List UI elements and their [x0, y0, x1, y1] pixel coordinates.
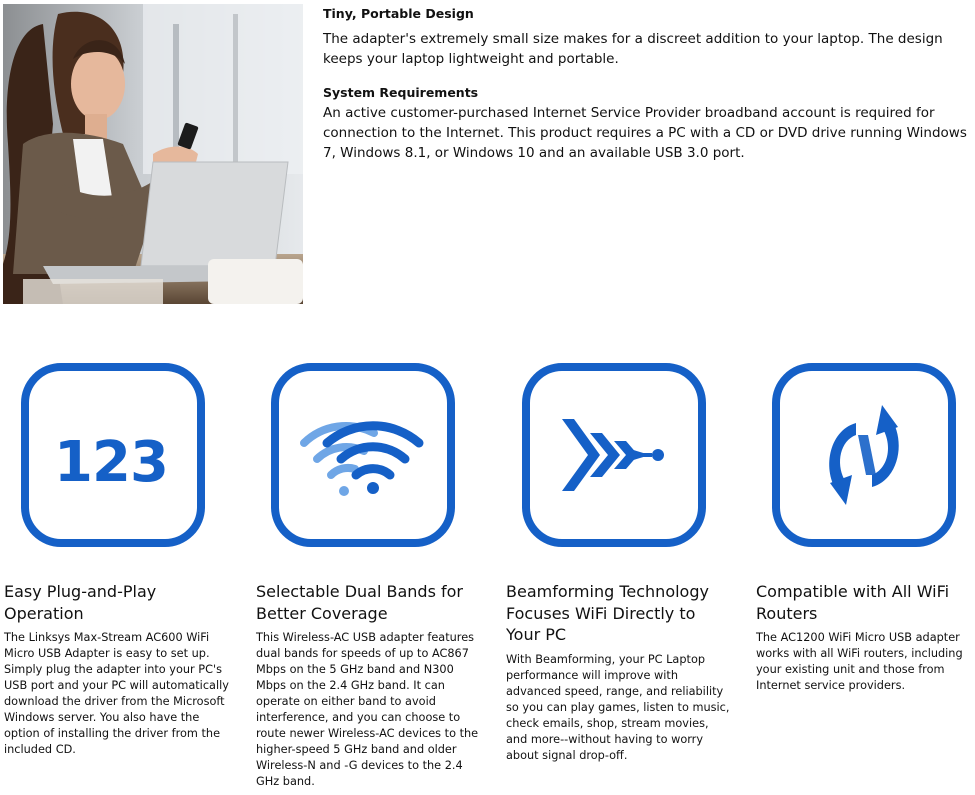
feature-body: This Wireless-AC USB adapter features dual bands for speeds of up to AC867 Mbps on the 5 GHz band and N300 Mbps on the 2.4 GHz band. It can operate on either band to avoid interference, and you can choose to route newer Wireless-AC devices to the higher-speed 5 GHz band and older Wireless-N and -G devices to the 2.4 GHz band.: [256, 631, 479, 788]
feature-body: The AC1200 WiFi Micro USB adapter works with all WiFi routers, including your existing unit and those from Internet service providers.: [756, 631, 963, 692]
spec-body: The adapter's extremely small size makes for a discreet addition to your laptop. The design keeps your laptop lightweight and portable.: [323, 31, 943, 67]
spec-body: An active customer-purchased Internet Service Provider broadband account is required for connection to the Internet. This product requires a PC with a CD or DVD drive running Windows 7, Windows 8.1, or Windows 10 and an available USB 3.0 port.: [323, 105, 967, 161]
feature-title: Selectable Dual Bands for Better Coverage: [256, 582, 463, 623]
feature-dual-bands: [256, 581, 480, 790]
hero-photo-woman-laptop: [3, 4, 303, 304]
feature-plug-and-play: [4, 581, 232, 758]
spec-title: System Requirements: [323, 85, 479, 100]
compatibility-arrows-icon: [772, 363, 956, 547]
spec-portable-design: [323, 6, 971, 69]
feature-compatible-routers: [756, 581, 968, 694]
feature-title: Compatible with All WiFi Routers: [756, 582, 950, 623]
wifi-dual-band-icon: [271, 363, 455, 547]
feature-body: With Beamforming, your PC Laptop performance will improve with advanced speed, range, and reliability so you can play games, listen to music, check emails, shop, stream movies, and more--without having to worry about signal drop-off.: [506, 652, 730, 762]
feature-body: The Linksys Max-Stream AC600 WiFi Micro USB Adapter is easy to set up. Simply plug the adapter into your PC's USB port and your PC will automatically download the driver from the Microsoft Windows server. You also have the option of installing the driver from the included CD.: [4, 631, 229, 756]
numbers-123-icon: [21, 363, 205, 547]
icon-123-label: 123: [54, 430, 168, 495]
feature-beamforming: [506, 581, 731, 764]
spec-system-requirements: [323, 85, 971, 163]
feature-title: Beamforming Technology Focuses WiFi Directly to Your PC: [506, 582, 709, 644]
spec-title: Tiny, Portable Design: [323, 6, 474, 21]
feature-title: Easy Plug-and-Play Operation: [4, 582, 157, 623]
beamforming-arrows-icon: [522, 363, 706, 547]
